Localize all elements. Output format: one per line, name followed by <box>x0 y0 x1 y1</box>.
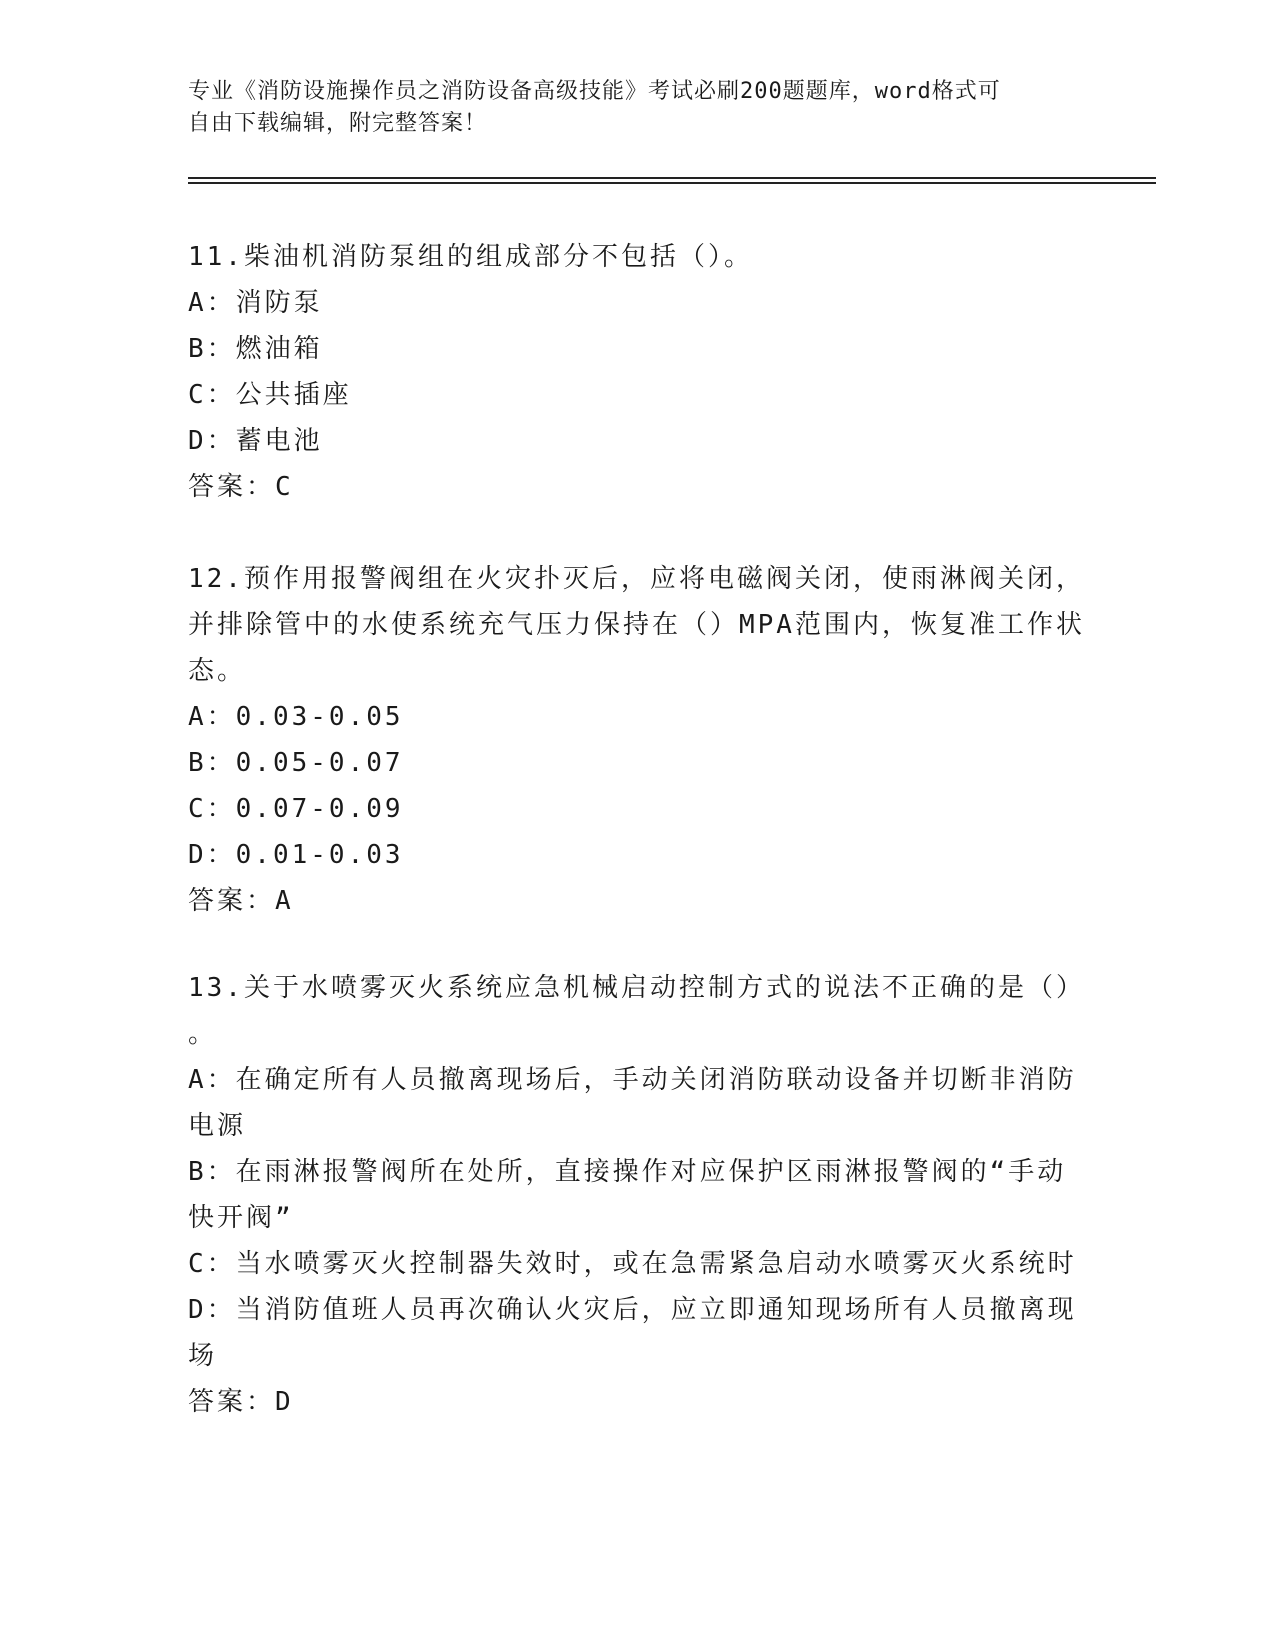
option-b-continued: 快开阀” <box>188 1203 294 1233</box>
option-c: C：公共插座 <box>188 380 352 410</box>
question-stem: 。 <box>188 1019 218 1049</box>
option-c: C：0.07-0.09 <box>188 794 404 824</box>
document-header <box>188 76 1068 140</box>
question-11 <box>188 234 1088 510</box>
option-c: C：当水喷雾灭火控制器失效时，或在急需紧急启动水喷雾灭火系统时 <box>188 1249 1077 1279</box>
question-12 <box>188 556 1088 924</box>
answer: 答案：A <box>188 886 294 916</box>
option-a-continued: 电源 <box>188 1111 247 1141</box>
option-d-continued: 场 <box>188 1341 218 1371</box>
question-stem: 态。 <box>188 656 247 686</box>
option-d: D：当消防值班人员再次确认火灾后，应立即通知现场所有人员撤离现 <box>188 1295 1077 1325</box>
answer: 答案：D <box>188 1387 294 1417</box>
option-d: D：0.01-0.03 <box>188 840 404 870</box>
question-stem: 11.柴油机消防泵组的组成部分不包括（）。 <box>188 242 753 272</box>
option-b: B：燃油箱 <box>188 334 323 364</box>
header-line-2: 自由下载编辑，附完整答案！ <box>188 111 488 136</box>
option-b: B：在雨淋报警阀所在处所，直接操作对应保护区雨淋报警阀的“手动 <box>188 1157 1067 1187</box>
header-line-1: 专业《消防设施操作员之消防设备高级技能》考试必刷200题题库，word格式可 <box>188 79 1001 104</box>
option-a: A：0.03-0.05 <box>188 702 404 732</box>
option-b: B：0.05-0.07 <box>188 748 404 778</box>
option-a: A：消防泵 <box>188 288 323 318</box>
question-13 <box>188 965 1088 1425</box>
question-stem: 并排除管中的水使系统充气压力保持在（）MPA范围内，恢复准工作状 <box>188 610 1085 640</box>
question-stem: 13.关于水喷雾灭火系统应急机械启动控制方式的说法不正确的是（） <box>188 973 1085 1003</box>
header-divider-top <box>188 177 1156 179</box>
option-d: D：蓄电池 <box>188 426 323 456</box>
header-divider-bottom <box>188 182 1156 184</box>
option-a: A：在确定所有人员撤离现场后，手动关闭消防联动设备并切断非消防 <box>188 1065 1077 1095</box>
question-stem: 12.预作用报警阀组在火灾扑灭后，应将电磁阀关闭，使雨淋阀关闭， <box>188 564 1085 594</box>
answer: 答案：C <box>188 472 294 502</box>
